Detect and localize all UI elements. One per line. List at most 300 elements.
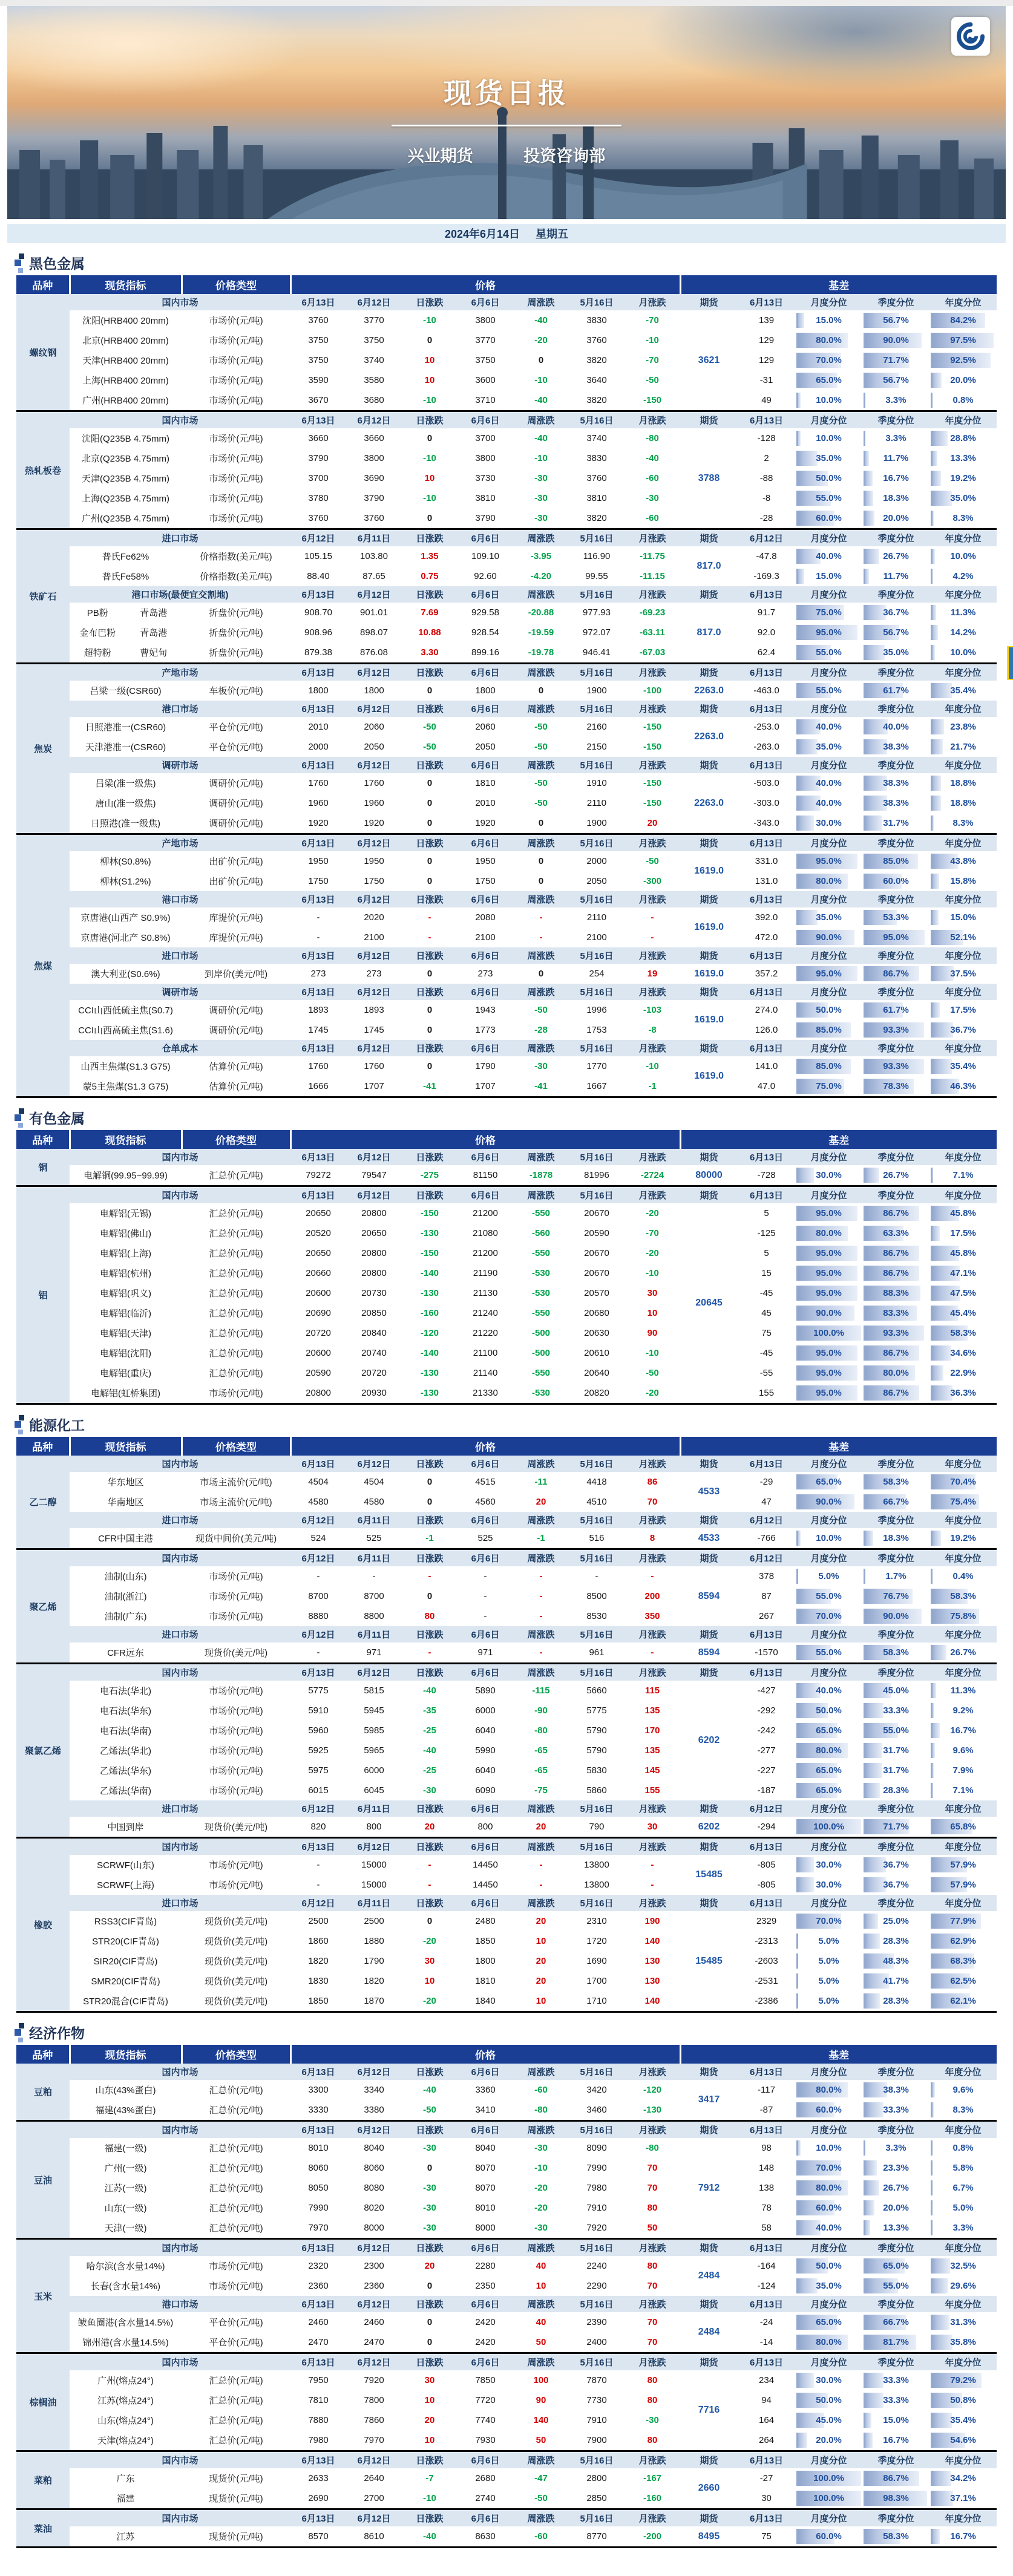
percentile-bar	[796, 910, 818, 925]
price-cell: 2020	[364, 912, 384, 923]
percentile-value: 16.7%	[883, 473, 909, 483]
percentile-value: 26.7%	[883, 551, 909, 561]
column-date-header: 周涨跌	[513, 1149, 569, 1165]
basis-column-header: 月度分位	[795, 1512, 862, 1528]
basis-column-header: 期货	[680, 1040, 738, 1056]
percentile-bar	[864, 2102, 884, 2117]
change-cell: -19.59	[528, 627, 554, 638]
price-cell: 2470	[308, 2337, 329, 2347]
change-cell: -530	[531, 1268, 551, 1278]
variety-cell: 铜	[16, 1149, 70, 1186]
price-type-cell: 汇总价(元/吨)	[209, 1348, 263, 1359]
percentile-bar	[796, 1934, 798, 1949]
price-cell: 3580	[364, 375, 384, 385]
variety-cell: 焦炭	[16, 664, 70, 834]
basis-value: 58	[761, 2223, 772, 2233]
table-row	[16, 370, 997, 390]
change-cell: -10	[646, 335, 659, 345]
basis-column-header: 月度分位	[795, 1800, 862, 1817]
price-type-cell: 市场价(元/吨)	[209, 494, 263, 504]
price-cell: 8880	[308, 1611, 329, 1621]
price-type-cell: 市场价(元/吨)	[209, 2281, 263, 2292]
basis-column-header: 6月12日	[738, 1512, 795, 1528]
percentile-value: 11.3%	[950, 1685, 976, 1696]
percentile-bar	[931, 2200, 932, 2215]
basis-column-header: 月度分位	[795, 2239, 862, 2257]
price-cell: 5830	[586, 1765, 607, 1776]
column-date-header: 周涨跌	[513, 947, 569, 964]
price-cell: 273	[310, 969, 326, 979]
change-cell: -30	[534, 2223, 548, 2233]
basis-value: -125	[757, 1228, 776, 1238]
percentile-value: 58.3%	[950, 1591, 976, 1601]
change-cell: -1878	[529, 1170, 553, 1180]
column-date-header: 6月13日	[290, 2064, 346, 2080]
change-cell: -200	[643, 2531, 662, 2542]
price-cell: -	[316, 1880, 320, 1890]
market-label: 进口市场	[70, 1800, 290, 1817]
column-date-header: 6月12日	[346, 664, 402, 681]
percentile-value: 86.7%	[883, 969, 909, 979]
basis-column-header: 年度分位	[929, 1664, 997, 1681]
indicator-cell: 山东(熔点24°)	[97, 2416, 154, 2426]
price-type-cell: 市场价(元/吨)	[209, 1706, 263, 1716]
table-row	[16, 1263, 997, 1283]
basis-value: 78	[761, 2203, 772, 2213]
futures-price: 1619.0	[694, 866, 724, 876]
indicator-cell: 乙烯法(华东)	[100, 1766, 151, 1776]
percentile-value: 20.0%	[950, 375, 976, 385]
percentile-bar	[796, 1973, 798, 1989]
percentile-value: 95.0%	[816, 627, 842, 638]
price-cell: 2700	[364, 2493, 384, 2503]
basis-value: -227	[757, 1765, 776, 1776]
percentile-value: 47.5%	[950, 1288, 976, 1298]
price-cell: 2160	[586, 722, 607, 732]
percentile-cell	[795, 1875, 862, 1895]
market-label: 产地市场	[70, 834, 290, 852]
table-row	[16, 2256, 997, 2276]
price-cell: 5890	[475, 1685, 496, 1696]
change-cell: -47	[534, 2473, 548, 2483]
change-cell: 170	[644, 1725, 660, 1736]
section-icon-square	[19, 2023, 24, 2028]
percentile-bar	[931, 1002, 940, 1018]
price-cell: 3680	[364, 395, 384, 405]
basis-column-header: 季度分位	[862, 586, 929, 603]
percentile-value: 50.0%	[816, 1705, 842, 1716]
percentile-value: 65.0%	[816, 1785, 842, 1796]
percentile-value: 5.0%	[818, 1956, 839, 1966]
percentile-value: 92.5%	[950, 355, 976, 365]
basis-value: 129	[759, 355, 775, 365]
change-cell: 90	[536, 2395, 546, 2405]
basis-column-header: 6月12日	[738, 1549, 795, 1567]
change-cell: -150	[420, 1208, 439, 1218]
basis-value: 2	[764, 453, 769, 463]
market-subheader-row	[16, 834, 997, 852]
price-cell: 8570	[308, 2531, 329, 2542]
basis-value: 131.0	[755, 876, 778, 886]
market-label: 国内市场	[70, 2121, 290, 2139]
table-row	[16, 508, 997, 529]
percentile-cell	[862, 2332, 929, 2353]
market-label: 进口市场	[70, 1512, 290, 1528]
change-cell: 50	[647, 2223, 658, 2233]
table-row	[16, 1472, 997, 1492]
price-cell: 6045	[364, 1785, 384, 1796]
change-cell: -20	[423, 1996, 436, 2006]
change-cell: 30	[647, 1822, 658, 1832]
column-date-header: 6月13日	[290, 2353, 346, 2371]
table-row	[16, 2276, 997, 2296]
change-cell: -40	[423, 2531, 436, 2542]
market-subheader-row	[16, 1549, 997, 1567]
price-cell: 2150	[586, 742, 607, 752]
price-cell: 2320	[308, 2261, 329, 2271]
column-date-header: 日涨跌	[402, 1456, 457, 1472]
price-type-cell: 平仓价(元/吨)	[209, 2318, 263, 2328]
price-cell: 103.80	[360, 551, 388, 561]
section-table	[16, 275, 997, 1098]
basis-column-header: 6月13日	[738, 947, 795, 964]
price-cell: 1910	[586, 778, 607, 788]
column-date-header: 6月12日	[290, 1626, 346, 1643]
basis-column-header: 月度分位	[795, 757, 862, 773]
change-cell: -10	[423, 2493, 436, 2503]
change-cell: 140	[644, 1936, 660, 1946]
percentile-bar	[931, 431, 948, 446]
basis-value: -805	[757, 1880, 776, 1890]
section-icon-square	[15, 1114, 21, 1121]
column-date-header: 6月6日	[457, 1626, 513, 1643]
change-cell: 0	[427, 1061, 433, 1071]
table-row	[16, 927, 997, 947]
basis-value: 141.0	[755, 1061, 778, 1071]
percentile-value: 15.0%	[816, 571, 842, 581]
indicator-cell: 油制(浙江)	[104, 1592, 147, 1602]
price-cell: 20600	[306, 1348, 331, 1358]
basis-column-header: 期货	[680, 1626, 738, 1643]
indicator-port: 曹妃甸	[140, 648, 168, 658]
basis-column-header: 月度分位	[795, 664, 862, 681]
percentile-cell	[862, 1020, 929, 1040]
price-cell: 820	[310, 1822, 326, 1832]
change-cell: -20	[646, 1208, 659, 1218]
basis-column-header: 6月13日	[738, 2121, 795, 2139]
percentile-value: 36.7%	[883, 1860, 909, 1870]
price-cell: 3660	[308, 433, 329, 443]
price-type-cell: 汇总价(元/吨)	[209, 1309, 263, 1319]
table-row	[16, 310, 997, 330]
percentile-value: 65.0%	[816, 1765, 842, 1776]
basis-value: 75	[761, 2531, 772, 2542]
indicator-cell: 鲅鱼圈港(含水量14.5%)	[77, 2318, 174, 2328]
percentile-value: 9.6%	[952, 1745, 974, 1756]
basis-value: -87	[759, 2105, 773, 2115]
price-type-cell: 市场价(元/吨)	[209, 1612, 263, 1622]
price-cell: 21140	[473, 1368, 498, 1378]
price-cell: 8040	[364, 2143, 384, 2153]
price-cell: 1996	[586, 1005, 607, 1015]
change-cell: -7	[425, 2473, 434, 2483]
indicator-cell: 吕梁一级(CSR60)	[90, 686, 162, 696]
price-type-cell: 调研价(元/吨)	[209, 1025, 263, 1036]
indicator-cell: 蒙5主焦煤(S1.3 G75)	[82, 1082, 169, 1092]
price-cell: 3830	[586, 315, 607, 325]
change-cell: 20	[536, 1976, 546, 1986]
percentile-cell	[929, 508, 997, 529]
table-row	[16, 2178, 997, 2198]
basis-value: -45	[759, 1288, 773, 1298]
basis-value: 274.0	[755, 1005, 778, 1015]
basis-column-header: 月度分位	[795, 1626, 862, 1643]
change-cell: 70	[647, 1497, 658, 1507]
market-subheader-row	[16, 701, 997, 717]
change-cell: 0	[427, 876, 433, 886]
price-type-cell: 市场价(元/吨)	[209, 1786, 263, 1796]
change-cell: -150	[643, 798, 662, 808]
column-date-header: 6月6日	[457, 1895, 513, 1911]
basis-column-header: 6月13日	[738, 701, 795, 717]
basis-column-header: 月度分位	[795, 2353, 862, 2371]
futures-price: 2263.0	[694, 685, 724, 696]
basis-column-header: 季度分位	[862, 294, 929, 310]
percentile-value: 20.0%	[816, 2435, 842, 2445]
price-cell: 5790	[586, 1725, 607, 1736]
percentile-value: 61.7%	[883, 685, 909, 696]
basis-column-header: 6月13日	[738, 2296, 795, 2312]
price-cell: 2470	[364, 2337, 384, 2347]
column-date-header: 6月12日	[346, 1456, 402, 1472]
percentile-value: 100.0%	[813, 1328, 844, 1338]
price-cell: 3760	[308, 315, 329, 325]
price-cell: 3300	[308, 2085, 329, 2095]
change-cell: 135	[644, 1705, 660, 1716]
basis-column-header: 月度分位	[795, 1186, 862, 1204]
table-row	[16, 717, 997, 737]
percentile-cell	[929, 871, 997, 891]
market-subheader-row	[16, 2064, 997, 2080]
percentile-value: 88.3%	[883, 1288, 909, 1298]
percentile-value: 15.0%	[883, 2415, 909, 2425]
price-cell: 2050	[586, 876, 607, 886]
change-cell: -41	[534, 1081, 548, 1091]
change-cell: -40	[423, 1745, 436, 1756]
change-cell: -50	[534, 742, 548, 752]
price-type-cell: 出矿价(元/吨)	[209, 857, 263, 867]
column-date-header: 6月12日	[346, 2064, 402, 2080]
column-date-header: 日涨跌	[402, 1626, 457, 1643]
price-cell: 2680	[475, 2473, 496, 2483]
column-date-header: 6月6日	[457, 2353, 513, 2371]
column-date-header: 6月12日	[346, 701, 402, 717]
price-cell: 6015	[308, 1785, 329, 1796]
percentile-value: 10.0%	[950, 551, 976, 561]
percentile-value: 65.0%	[816, 2317, 842, 2327]
percentile-cell	[929, 717, 997, 737]
percentile-cell	[929, 1056, 997, 1076]
basis-value: -503.0	[753, 778, 779, 788]
price-type-cell: 调研价(元/吨)	[209, 799, 263, 809]
percentile-cell	[929, 2138, 997, 2158]
percentile-cell	[862, 1701, 929, 1721]
table-row	[16, 1076, 997, 1097]
percentile-cell	[795, 1363, 862, 1383]
percentile-bar	[931, 2471, 951, 2486]
price-type-cell: 估算价(元/吨)	[209, 1062, 263, 1072]
percentile-cell	[862, 1643, 929, 1664]
percentile-cell	[929, 1586, 997, 1606]
column-date-header: 5月16日	[569, 2239, 625, 2257]
percentile-bar	[864, 2393, 884, 2408]
table-row	[16, 681, 997, 701]
column-date-header: 日涨跌	[402, 984, 457, 1000]
percentile-cell	[862, 927, 929, 947]
percentile-bar	[931, 1723, 940, 1738]
table-row	[16, 871, 997, 891]
company-logo-icon	[957, 22, 985, 50]
column-date-header: 5月16日	[569, 1512, 625, 1528]
price-cell: 1745	[308, 1025, 329, 1035]
basis-value: 87	[761, 1591, 772, 1601]
change-cell: -	[428, 1880, 431, 1890]
change-cell: -3.95	[530, 551, 552, 561]
percentile-value: 30.0%	[816, 1170, 842, 1180]
column-date-header: 6月12日	[346, 2451, 402, 2469]
indicator-cell: STR20混合(CIF青岛)	[83, 1996, 168, 2007]
percentile-cell	[795, 2488, 862, 2509]
basis-value: -292	[757, 1705, 776, 1716]
percentile-cell	[929, 1681, 997, 1701]
price-type-cell: 调研价(元/吨)	[209, 1005, 263, 1016]
market-subheader-row	[16, 2509, 997, 2527]
percentile-value: 10.0%	[816, 1533, 842, 1543]
price-cell: 7880	[308, 2415, 329, 2425]
change-cell: -30	[534, 513, 548, 523]
percentile-cell	[929, 1303, 997, 1323]
basis-value: 331.0	[755, 856, 778, 866]
basis-column-header: 月度分位	[795, 891, 862, 907]
price-cell: 20670	[584, 1248, 609, 1258]
basis-column-header: 期货	[680, 757, 738, 773]
price-type-cell: 市场价(元/吨)	[209, 434, 263, 444]
indicator-cell: 上海(HRB400 20mm)	[82, 376, 169, 386]
column-date-header: 5月16日	[569, 411, 625, 429]
price-cell: 20600	[306, 1288, 331, 1298]
percentile-cell	[929, 390, 997, 411]
percentile-value: 0.8%	[952, 2143, 974, 2153]
price-type-cell: 市场价(元/吨)	[209, 1746, 263, 1756]
price-cell: 87.65	[362, 571, 385, 581]
price-cell: 2350	[475, 2281, 496, 2291]
change-cell: 0	[538, 818, 544, 828]
column-date-header: 6月6日	[457, 294, 513, 310]
price-cell: 1760	[364, 778, 384, 788]
percentile-cell	[862, 350, 929, 370]
basis-column-header: 6月13日	[738, 2451, 795, 2469]
table-row	[16, 1817, 997, 1838]
percentile-cell	[795, 350, 862, 370]
percentile-cell	[929, 1741, 997, 1760]
futures-price: 817.0	[697, 627, 721, 638]
market-subheader-row	[16, 2451, 997, 2469]
table-row	[16, 1721, 997, 1741]
change-cell: 0	[427, 818, 433, 828]
percentile-cell	[795, 1911, 862, 1931]
basis-value: -169.3	[753, 571, 779, 581]
table-row	[16, 2526, 997, 2548]
change-cell: -10	[646, 1061, 659, 1071]
change-cell: 70	[647, 2183, 658, 2193]
column-date-header: 6月12日	[346, 2121, 402, 2139]
change-cell: 70	[647, 2337, 658, 2347]
basis-column-header: 期货	[680, 1186, 738, 1204]
table-row	[16, 428, 997, 448]
market-label: 产地市场	[70, 664, 290, 681]
price-type-cell: 价格指数(美元/吨)	[200, 572, 272, 582]
column-date-header: 5月16日	[569, 2296, 625, 2312]
percentile-value: 45.8%	[950, 1208, 976, 1218]
column-date-header: 6月12日	[346, 1149, 402, 1165]
price-type-cell: 估算价(元/吨)	[209, 1082, 263, 1092]
percentile-cell	[795, 2256, 862, 2276]
column-date-header: 月涨跌	[625, 1456, 680, 1472]
percentile-value: 61.7%	[883, 1005, 909, 1015]
price-cell: -	[595, 1571, 598, 1581]
change-cell: -	[428, 1860, 431, 1870]
change-cell: -50	[534, 1005, 548, 1015]
price-cell: 8500	[586, 1591, 607, 1601]
price-cell: 3340	[364, 2085, 384, 2095]
section-icon-square	[15, 1421, 21, 1428]
price-cell: 2640	[364, 2473, 384, 2483]
table-row	[16, 1203, 997, 1223]
percentile-value: 58.3%	[883, 1647, 909, 1658]
table-row	[16, 2138, 997, 2158]
column-date-header: 6月11日	[346, 529, 402, 547]
percentile-cell	[795, 2218, 862, 2239]
percentile-value: 7.1%	[952, 1170, 974, 1180]
percentile-cell	[929, 2468, 997, 2488]
percentile-value: 28.3%	[883, 1785, 909, 1796]
edge-artifact	[1007, 646, 1013, 680]
column-date-header: 6月13日	[290, 1664, 346, 1681]
column-date-header: 6月12日	[346, 834, 402, 852]
percentile-cell	[929, 2312, 997, 2332]
price-type-cell: 汇总价(元/吨)	[209, 2105, 263, 2116]
column-date-header: 6月12日	[346, 2353, 402, 2371]
percentile-value: 57.9%	[950, 1880, 976, 1890]
column-date-header: 6月13日	[290, 664, 346, 681]
change-cell: 20	[536, 1916, 546, 1926]
section-icon	[15, 253, 24, 273]
percentile-cell	[795, 330, 862, 350]
change-cell: -70	[646, 355, 659, 365]
percentile-value: 16.7%	[950, 2531, 976, 2542]
percentile-cell	[795, 2430, 862, 2451]
basis-column-header: 月度分位	[795, 834, 862, 852]
percentile-value: 5.0%	[818, 1936, 839, 1946]
indicator-cell: 电解铝(临沂)	[100, 1309, 151, 1319]
price-cell: 1850	[308, 1996, 329, 2006]
change-cell: -20	[534, 335, 548, 345]
column-date-header: 6月6日	[457, 947, 513, 964]
column-date-header: 日涨跌	[402, 294, 457, 310]
percentile-cell	[795, 390, 862, 411]
indicator-cell: 京唐港(河北产 S0.8%)	[80, 933, 171, 943]
column-date-header: 5月16日	[569, 1456, 625, 1472]
